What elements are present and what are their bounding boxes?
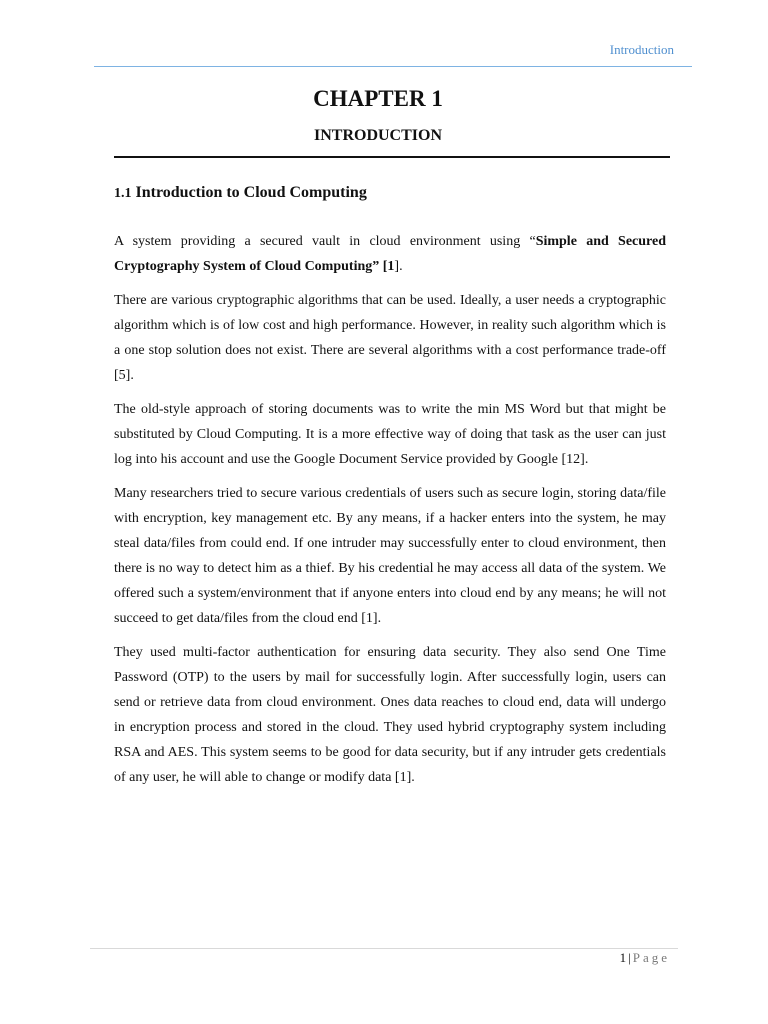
footer-separator: | [628,950,631,965]
running-header: Introduction [609,42,674,57]
body-text [114,229,666,799]
page-label: Page [632,950,670,965]
header-rule [94,66,692,67]
section-title: Introduction to Cloud Computing [135,184,367,201]
paragraph-3: The old-style approach of storing documents was to write the min MS Word but that might be substituted by Cloud Computing. It is a more effective way of doing that task as the user can just log into his account and use the Google Document Service provided by Google [12]. [114,402,666,467]
footer-rule [90,948,678,949]
paragraph-2: There are various cryptographic algorithms that can be used. Ideally, a user needs a cryptographic algorithm which is of low cost and high performance. However, in reality such algorithm which is a one stop solution does not exist. There are several algorithms with a cost performance trade-off [5]. [114,293,666,383]
section-number: 1.1 [114,186,132,201]
paragraph-1-bold: Simple and Secured Cryptography System of Cloud Computing” [1 [114,234,666,274]
paragraph-1-suffix: ]. [394,259,403,274]
chapter-title: CHAPTER 1 [313,86,443,111]
paragraph-5: They used multi-factor authentication for ensuring data security. They also send One Time Password (OTP) to the users by mail for successfully login. After successfully login, users can send or retrieve data from cloud environment. Ones data reaches to cloud end, data will undergo in encryption process and stored in the cloud. They used hybrid cryptography system including RSA and AES. This system seems to be good for data security, but if any intruder gets credentials of any user, he will able to change or modify data [1]. [114,645,666,785]
section-heading [114,184,367,202]
page-footer [620,950,670,966]
paragraph-1 [114,229,666,279]
paragraph-1-prefix: A system providing a secured vault in cloud environment using “ [114,234,536,249]
title-rule [114,156,670,158]
paragraph-4: Many researchers tried to secure various credentials of users such as secure login, storing data/file with encryption, key management etc. By any means, if a hacker enters into the system, he may steal data/files from could end. If one intruder may successfully enter to cloud environment, then there is no way to detect him as a thief. By his credential he may access all data of the system. We offered such a system/environment that if anyone enters into cloud end by any means; he will not succeed to get data/files from the cloud end [1]. [114,486,666,626]
page-number: 1 [619,950,627,965]
chapter-subtitle: INTRODUCTION [313,127,442,144]
